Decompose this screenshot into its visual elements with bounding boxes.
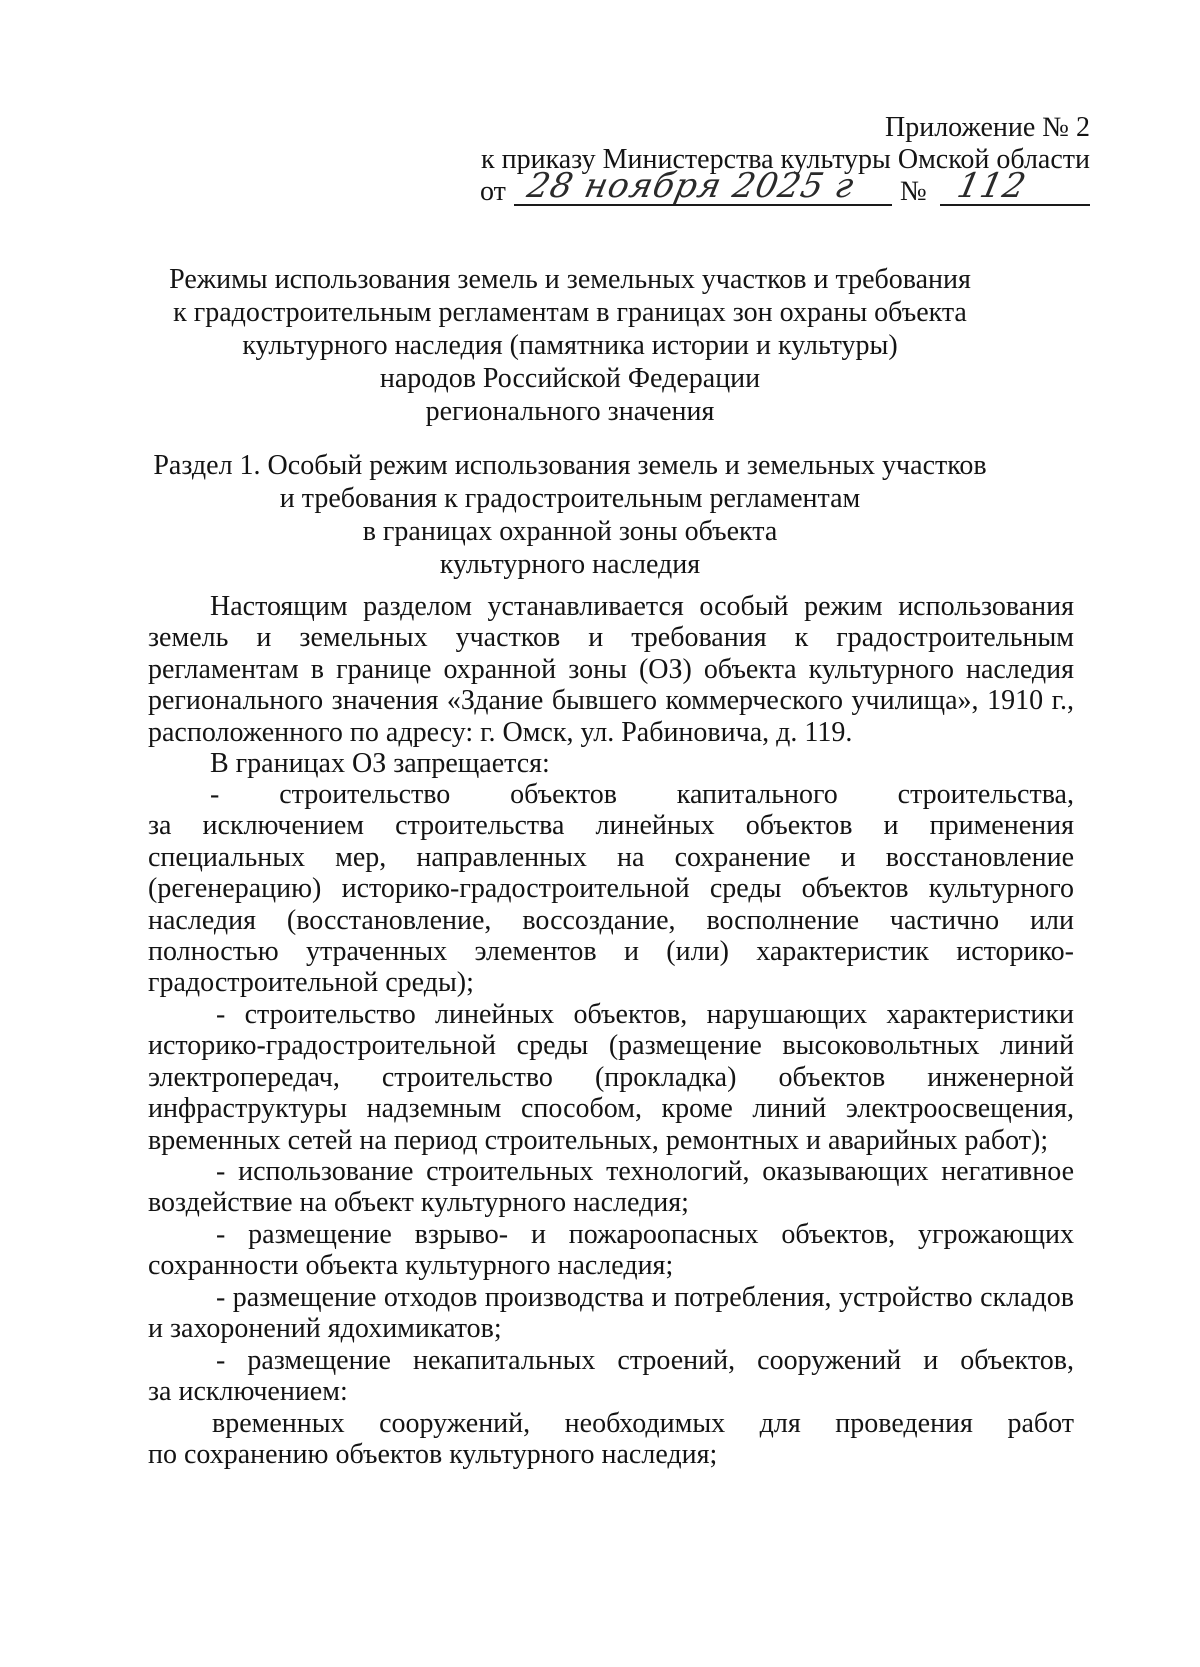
text-line: за исключением строительства линейных объектов и применения	[148, 810, 1074, 842]
prohibition-item	[148, 1156, 1074, 1219]
section-line: Раздел 1. Особый режим использования земель и земельных участков	[153, 450, 987, 481]
text-line: специальных мер, направленных на сохранение и восстановление	[148, 841, 1074, 873]
prohibition-item	[148, 1345, 1074, 1408]
title-line: регионального значения	[425, 396, 715, 427]
text-line: (регенерацию) историко-градостроительной среды объектов культурного	[148, 873, 1074, 905]
order-date-number-line	[480, 166, 1090, 216]
title-line: Режимы использования земель и земельных участков и требования	[169, 264, 971, 295]
appendix-number: Приложение № 2	[885, 112, 1090, 143]
section-heading	[140, 449, 1000, 581]
handwritten-number: 112	[953, 166, 1031, 206]
title-line: народов Российской Федерации	[379, 363, 761, 394]
text-line: - размещение взрыво- и пожароопасных объектов, угрожающих	[216, 1219, 1074, 1250]
text-line: сохранности объекта культурного наследия;	[148, 1250, 674, 1282]
date-prefix: от	[480, 176, 506, 207]
handwritten-date: 28 ноября 2025 г	[523, 166, 859, 206]
prohibition-item	[148, 779, 1074, 999]
number-prefix: №	[900, 176, 927, 207]
text-line: по сохранению объектов культурного наследия;	[148, 1439, 718, 1471]
text-line: земель и земельных участков и требования к градостроительным	[148, 622, 1074, 654]
text-line: за исключением:	[148, 1376, 348, 1408]
text-line: - использование строительных технологий, оказывающих негативное	[216, 1156, 1074, 1187]
prohibition-item	[148, 999, 1074, 1156]
text-line: полностью утраченных элементов и (или) характеристик историко-	[148, 935, 1074, 967]
text-line: градостроительной среды);	[148, 967, 474, 999]
text-line: временных сетей на период строительных, ремонтных и аварийных работ);	[148, 1124, 1049, 1156]
text-line: Настоящим разделом устанавливается особый режим использования	[210, 591, 1074, 622]
prohibition-item	[148, 1219, 1074, 1282]
text-line: - размещение некапитальных строений, сооружений и объектов,	[216, 1345, 1074, 1376]
text-line: - строительство линейных объектов, нарушающих характеристики	[216, 999, 1074, 1030]
text-line: историко-градостроительной среды (размещение высоковольтных линий	[148, 1030, 1074, 1062]
text-line: наследия (восстановление, воссоздание, восполнение частично или	[148, 904, 1074, 936]
exception-item	[148, 1408, 1074, 1471]
text-line: временных сооружений, необходимых для проведения работ	[212, 1408, 1074, 1439]
title-line: к градостроительным регламентам в границах зон охраны объекта	[173, 297, 967, 328]
text-line: электропередач, строительство (прокладка) объектов инженерной	[148, 1061, 1074, 1093]
order-reference: к приказу Министерства культуры Омской области	[481, 144, 1090, 175]
section-line: и требования к градостроительным регламентам	[279, 483, 861, 514]
text-line: - строительство объектов капитального строительства,	[210, 779, 1074, 810]
text-line: регламентам в границе охранной зоны (ОЗ) объекта культурного наследия	[148, 653, 1074, 685]
title-line: культурного наследия (памятника истории и культуры)	[242, 330, 898, 361]
section-line: в границах охранной зоны объекта	[362, 516, 778, 547]
intro-paragraph	[148, 591, 1074, 779]
document-title	[140, 263, 1000, 428]
prohibition-item	[148, 1282, 1074, 1345]
text-line: расположенного по адресу: г. Омск, ул. Рабиновича, д. 119.	[148, 716, 853, 748]
section-line: культурного наследия	[439, 549, 701, 580]
text-line: воздействие на объект культурного наследия;	[148, 1187, 689, 1219]
text-line: и захоронений ядохимикатов;	[148, 1313, 502, 1345]
text-line: инфраструктуры надземным способом, кроме линий электроосвещения,	[148, 1093, 1074, 1125]
text-line: - размещение отходов производства и потребления, устройство складов	[216, 1282, 1074, 1313]
prohibition-intro: В границах ОЗ запрещается:	[210, 747, 550, 779]
text-line: регионального значения «Здание бывшего коммерческого училища», 1910 г.,	[148, 685, 1074, 717]
